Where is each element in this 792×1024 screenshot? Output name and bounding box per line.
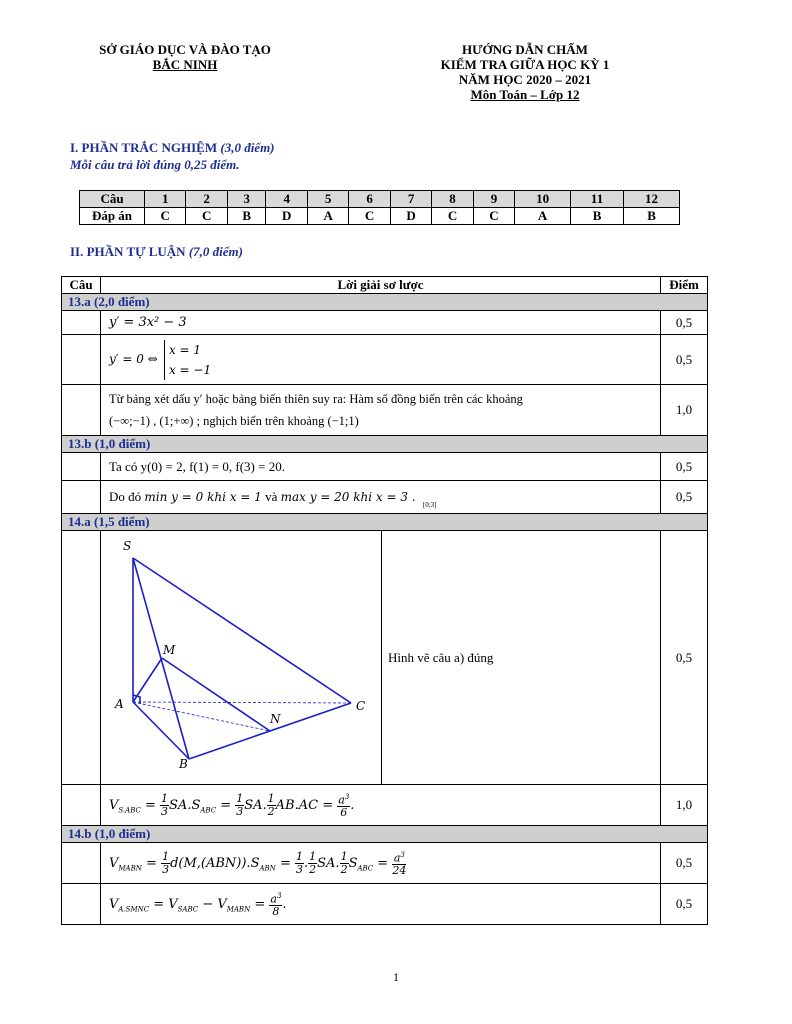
label-N: N (270, 712, 281, 726)
question-cell (62, 531, 101, 785)
solution-13a-2 (101, 335, 661, 385)
points-14b-2: 0,5 (661, 884, 708, 925)
points-13b-2: 0,5 (661, 481, 708, 514)
label-B: B (179, 757, 188, 771)
group-14a-title: 14.a (1,5 điểm) (62, 514, 708, 531)
question-number: 12 (624, 191, 680, 208)
province-name: BẮC NINH (152, 57, 218, 72)
figure-split (101, 531, 660, 784)
part2-score: (7,0 điểm) (188, 244, 243, 259)
question-cell (62, 884, 101, 925)
answer-cell: C (186, 208, 227, 225)
table-row (62, 785, 708, 826)
solution-13b-1: Ta có y(0) = 2, f(1) = 0, f(3) = 20. (101, 453, 661, 481)
bracket-cases (164, 340, 211, 380)
edge-SC (133, 558, 351, 703)
part2-heading (70, 244, 243, 260)
question-number: 11 (571, 191, 624, 208)
exam-name: KIỂM TRA GIỮA HỌC KỲ 1 (440, 57, 610, 72)
answer-cell: B (624, 208, 680, 225)
school-header (70, 42, 300, 72)
answer-cell: C (349, 208, 390, 225)
group-14b-title: 14.b (1,0 điểm) (62, 826, 708, 843)
group-13a-title: 13.a (2,0 điểm) (62, 294, 708, 311)
solution-13b-2-a: Do đó (109, 489, 142, 504)
answer-label: Đáp án (80, 208, 145, 225)
points-14a-2: 1,0 (661, 785, 708, 826)
answer-cell: A (307, 208, 348, 225)
question-cell (62, 843, 101, 884)
solution-14a-1 (101, 531, 661, 785)
answer-table (79, 190, 680, 225)
solution-13a-3-line2: (−∞;−1) , (1;+∞) ; nghịch biến trên khoảng (−1;1) (109, 414, 359, 428)
solution-13b-2-max: max y = 20 khi x = 3 . (280, 490, 416, 504)
table-row (62, 884, 708, 925)
case-2: x = −1 (168, 362, 212, 377)
solution-table-header (62, 277, 708, 294)
answer-cell: C (145, 208, 186, 225)
points-14a-1: 0,5 (661, 531, 708, 785)
table-row (62, 311, 708, 335)
solution-13a-1: y′ = 3x² − 3 (101, 311, 661, 335)
solution-13a-2-lhs: y′ = 0 ⇔ (109, 351, 158, 366)
label-S: S (123, 539, 132, 553)
table-row (62, 385, 708, 436)
solution-14b-2: $V_{A.SMNC} = V_{SABC} - V_{MABN}$ = $\frac{a^3}{8}$ . (101, 884, 661, 925)
group-14b (62, 826, 708, 843)
answer-cell: D (266, 208, 307, 225)
doc-title: HƯỚNG DẪN CHẤM (462, 42, 588, 57)
answer-cell: D (390, 208, 431, 225)
points-13a-1: 0,5 (661, 311, 708, 335)
part1-note: Mỗi câu trả lời đúng 0,25 điểm. (70, 157, 240, 172)
question-cell (62, 385, 101, 436)
points-13a-2: 0,5 (661, 335, 708, 385)
table-row (62, 481, 708, 514)
question-number: 10 (515, 191, 571, 208)
answer-cell: B (227, 208, 266, 225)
question-number: 2 (186, 191, 227, 208)
solution-13b-2-and: và (265, 489, 278, 504)
group-13a (62, 294, 708, 311)
part1-heading (70, 140, 275, 156)
interval-subscript: [0;3] (422, 501, 437, 509)
solution-13a-3-line1: Từ bảng xét dấu y′ hoặc bảng biến thiên suy ra: Hàm số đồng biến trên các khoảng (109, 392, 523, 406)
figure-note (382, 531, 660, 784)
subject: Môn Toán – Lớp 12 (470, 87, 580, 102)
question-cell (62, 785, 101, 826)
question-number: 4 (266, 191, 307, 208)
figure-note-text: Hình vẽ câu a) đúng (388, 649, 494, 665)
answer-cell: B (571, 208, 624, 225)
part1-title: I. PHẦN TRẮC NGHIỆM (70, 140, 218, 155)
answer-cell: A (515, 208, 571, 225)
points-13b-1: 0,5 (661, 453, 708, 481)
table-row (62, 531, 708, 785)
hidden-edge-AC (133, 702, 351, 703)
solution-table (61, 276, 708, 925)
label-A: A (115, 697, 124, 711)
question-number: 7 (390, 191, 431, 208)
answer-cell: C (473, 208, 514, 225)
solution-13b-2-min: min y = 0 khi x = 1 (144, 490, 262, 504)
col-question: Câu (62, 277, 101, 294)
answer-table-row-answers (80, 208, 680, 225)
question-number: 6 (349, 191, 390, 208)
question-number: 8 (432, 191, 473, 208)
question-label: Câu (80, 191, 145, 208)
group-13b (62, 436, 708, 453)
question-cell (62, 453, 101, 481)
part2-title: II. PHẦN TỰ LUẬN (70, 244, 186, 259)
dept-name: SỞ GIÁO DỤC VÀ ĐÀO TẠO (99, 42, 271, 57)
points-13a-3: 1,0 (661, 385, 708, 436)
question-cell (62, 311, 101, 335)
solution-14b-1: $V_{MABN}$ = $\frac{1}{3}$ $d(M,(ABN)).S_{ABN}$ = $\frac{1}{3}$ . $\frac{1}{2}$ SA. $\frac{1}{2}$ $S_{ABC}$ = $\frac{a^3}{24}$ (101, 843, 661, 884)
col-points: Điểm (661, 277, 708, 294)
answer-cell: C (432, 208, 473, 225)
question-cell (62, 481, 101, 514)
question-number: 9 (473, 191, 514, 208)
exam-header (400, 42, 650, 102)
pyramid-diagram (101, 531, 381, 784)
table-row (62, 453, 708, 481)
question-number: 1 (145, 191, 186, 208)
answer-table-row-questions (80, 191, 680, 208)
part1-score: (3,0 điểm) (220, 140, 275, 155)
page-number: 1 (393, 970, 399, 984)
col-solution: Lời giải sơ lược (101, 277, 661, 294)
school-year: NĂM HỌC 2020 – 2021 (458, 72, 592, 87)
solution-13a-3 (101, 385, 661, 436)
group-13b-title: 13.b (1,0 điểm) (62, 436, 708, 453)
table-row (62, 843, 708, 884)
label-C: C (356, 699, 366, 713)
case-1: x = 1 (168, 342, 202, 357)
question-cell (62, 335, 101, 385)
solution-13b-2 (101, 481, 661, 514)
label-M: M (163, 643, 176, 657)
segment-AM (133, 658, 162, 702)
points-14b-1: 0,5 (661, 843, 708, 884)
solution-14a-2: $V_{S.ABC}$ = $\frac{1}{3}$ $SA.S_{ABC}$ = $\frac{1}{3}$ SA. $\frac{1}{2}$ AB.AC = $\frac{a^3}{6}$ . (101, 785, 661, 826)
table-row (62, 335, 708, 385)
question-number: 5 (307, 191, 348, 208)
question-number: 3 (227, 191, 266, 208)
group-14a (62, 514, 708, 531)
pyramid-figure (101, 531, 382, 784)
